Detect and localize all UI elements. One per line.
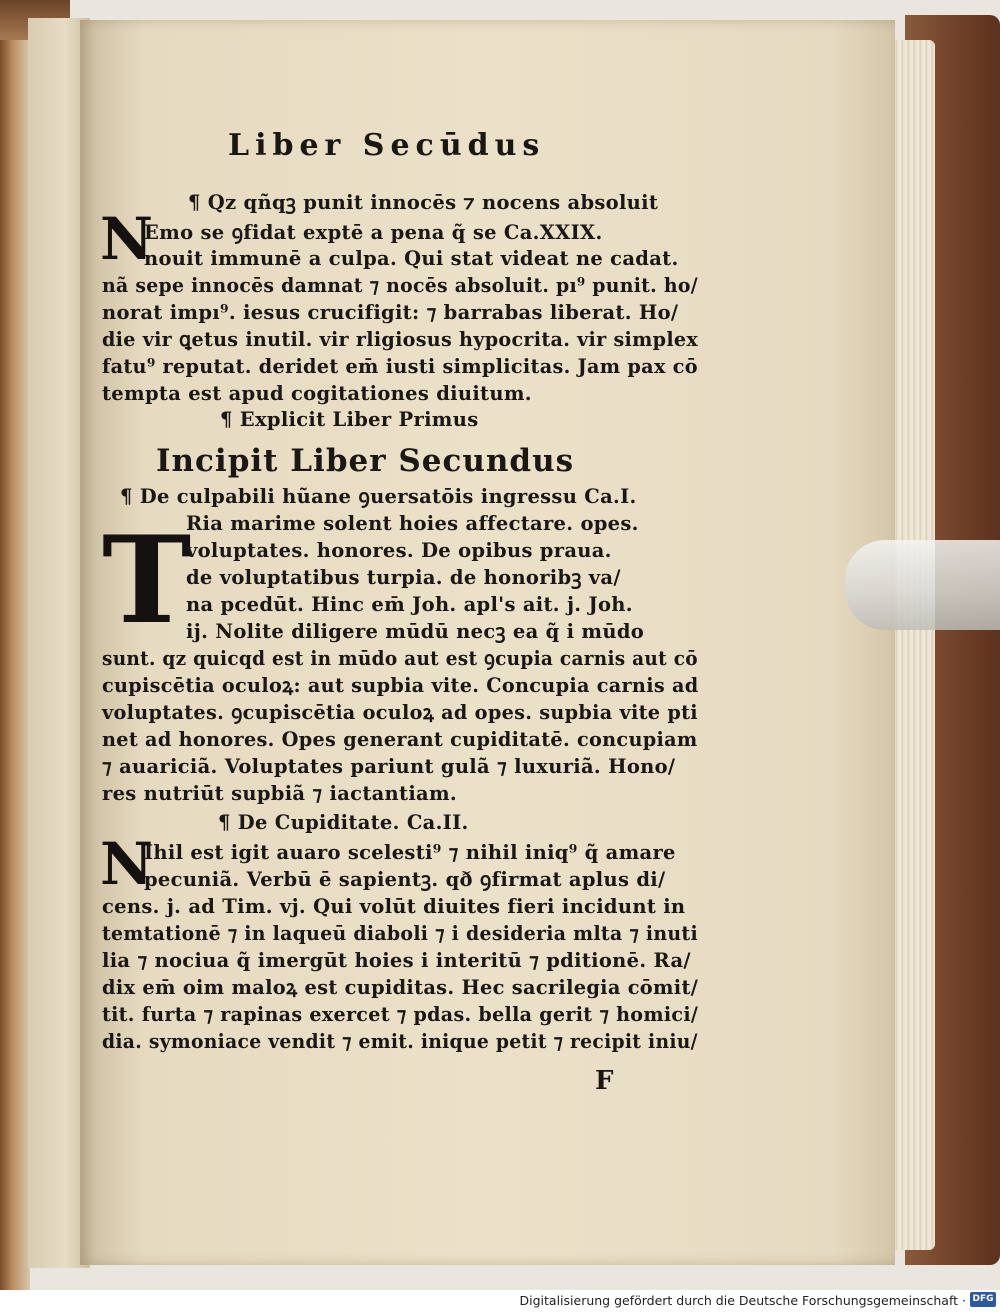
text-line: pecuniã. Verbū ē sapientꝫ. qð ꝯfirmat aplus di/ xyxy=(144,868,666,891)
text-line: voluptates. honores. De opibus praua. xyxy=(186,539,612,562)
chapter-heading: ¶ De Cupiditate. Ca.II. xyxy=(218,811,469,834)
dropcap-n-second: N xyxy=(100,830,154,898)
text-line: cupiscētia oculoꝝ: aut supbia vite. Concupia carnis ad xyxy=(102,674,699,697)
text-line: cens. j. ad Tim. vj. Qui volūt diuites fieri incidunt in xyxy=(102,895,686,918)
text-line: ¶ Explicit Liber Primus xyxy=(220,408,479,431)
text-line: ¶ Qz qñqꝫ punit innocēs ⁊ nocens absoluit xyxy=(188,191,659,214)
dropcap-t: T xyxy=(102,510,192,651)
text-line: temtationē ⁊ in laqueū diaboli ⁊ i desideria mlta ⁊ inuti xyxy=(102,922,698,945)
text-line: Ria marime solent hoies affectare. opes. xyxy=(186,512,639,535)
text-line: Ihil est igit auaro scelesti⁹ ⁊ nihil iniq⁹ q̃ amare xyxy=(144,841,676,864)
dropcap-n-first: N xyxy=(100,205,154,273)
text-line: Emo se ꝯfidat exptē a pena q̃ se Ca.XXIX. xyxy=(144,221,603,244)
text-line: norat impı⁹. iesus crucifigit: ⁊ barrabas liberat. Ho/ xyxy=(102,301,679,324)
text-line: fatu⁹ reputat. deridet em̄ iusti simplicitas. Jam pax cō xyxy=(102,355,698,378)
dfg-logo: DFG xyxy=(970,1292,996,1307)
text-line: nouit immunē a culpa. Qui stat videat ne cadat. xyxy=(144,247,679,270)
text-line: de voluptatibus turpia. de honoribꝫ va/ xyxy=(186,566,621,589)
text-line: tempta est apud cogitationes diuitum. xyxy=(102,382,532,405)
text-line: net ad honores. Opes generant cupiditatē. concupiam xyxy=(102,728,698,751)
glass-clasp xyxy=(845,540,1000,630)
footer-bar xyxy=(0,1290,1000,1313)
text-line: nã sepe innocēs damnat ⁊ nocēs absoluit. pı⁹ punit. ho/ xyxy=(102,274,698,297)
text-line: dia. symoniace vendit ⁊ emit. inique petit ⁊ recipit iniu/ xyxy=(102,1030,698,1053)
text-line: voluptates. ꝯcupiscētia oculoꝝ ad opes. supbia vite pti xyxy=(102,701,698,724)
text-line: die vir ꝗetus inutil. vir rligiosus hypocrita. vir simplex xyxy=(102,328,699,351)
left-cover-edge xyxy=(0,0,30,1290)
text-line: sunt. qz quicqd est in mūdo aut est ꝯcupia carnis aut cō xyxy=(102,647,698,670)
section-heading: Incipit Liber Secundus xyxy=(156,443,575,479)
text-line: tit. furta ⁊ rapinas exercet ⁊ pdas. bella gerit ⁊ homici/ xyxy=(102,1003,699,1026)
text-line: na pcedūt. Hinc em̄ Joh. apl's ait. j. Joh. xyxy=(186,593,633,616)
text-line: dix em̄ oim maloꝝ est cupiditas. Hec sacrilegia cōmit/ xyxy=(102,976,699,999)
chapter-heading: ¶ De culpabili hũane ꝯuersatōis ingressu Ca.I. xyxy=(120,485,637,508)
running-head: Liber Secūdus xyxy=(228,128,546,163)
text-line: ⁊ auariciã. Voluptates pariunt gulã ⁊ luxuriã. Hono/ xyxy=(102,755,676,778)
text-line: lia ⁊ nociua q̃ imergūt hoies i interitū ⁊ pditionē. Ra/ xyxy=(102,949,691,972)
catchword: F xyxy=(595,1066,614,1096)
funding-credit: Digitalisierung gefördert durch die Deutsche Forschungsgemeinschaft · xyxy=(519,1293,966,1308)
text-line: ij. Nolite diligere mūdū necꝫ ea q̃ i mūdo xyxy=(186,620,645,643)
text-line: res nutriūt supbiã ⁊ iactantiam. xyxy=(102,782,458,805)
